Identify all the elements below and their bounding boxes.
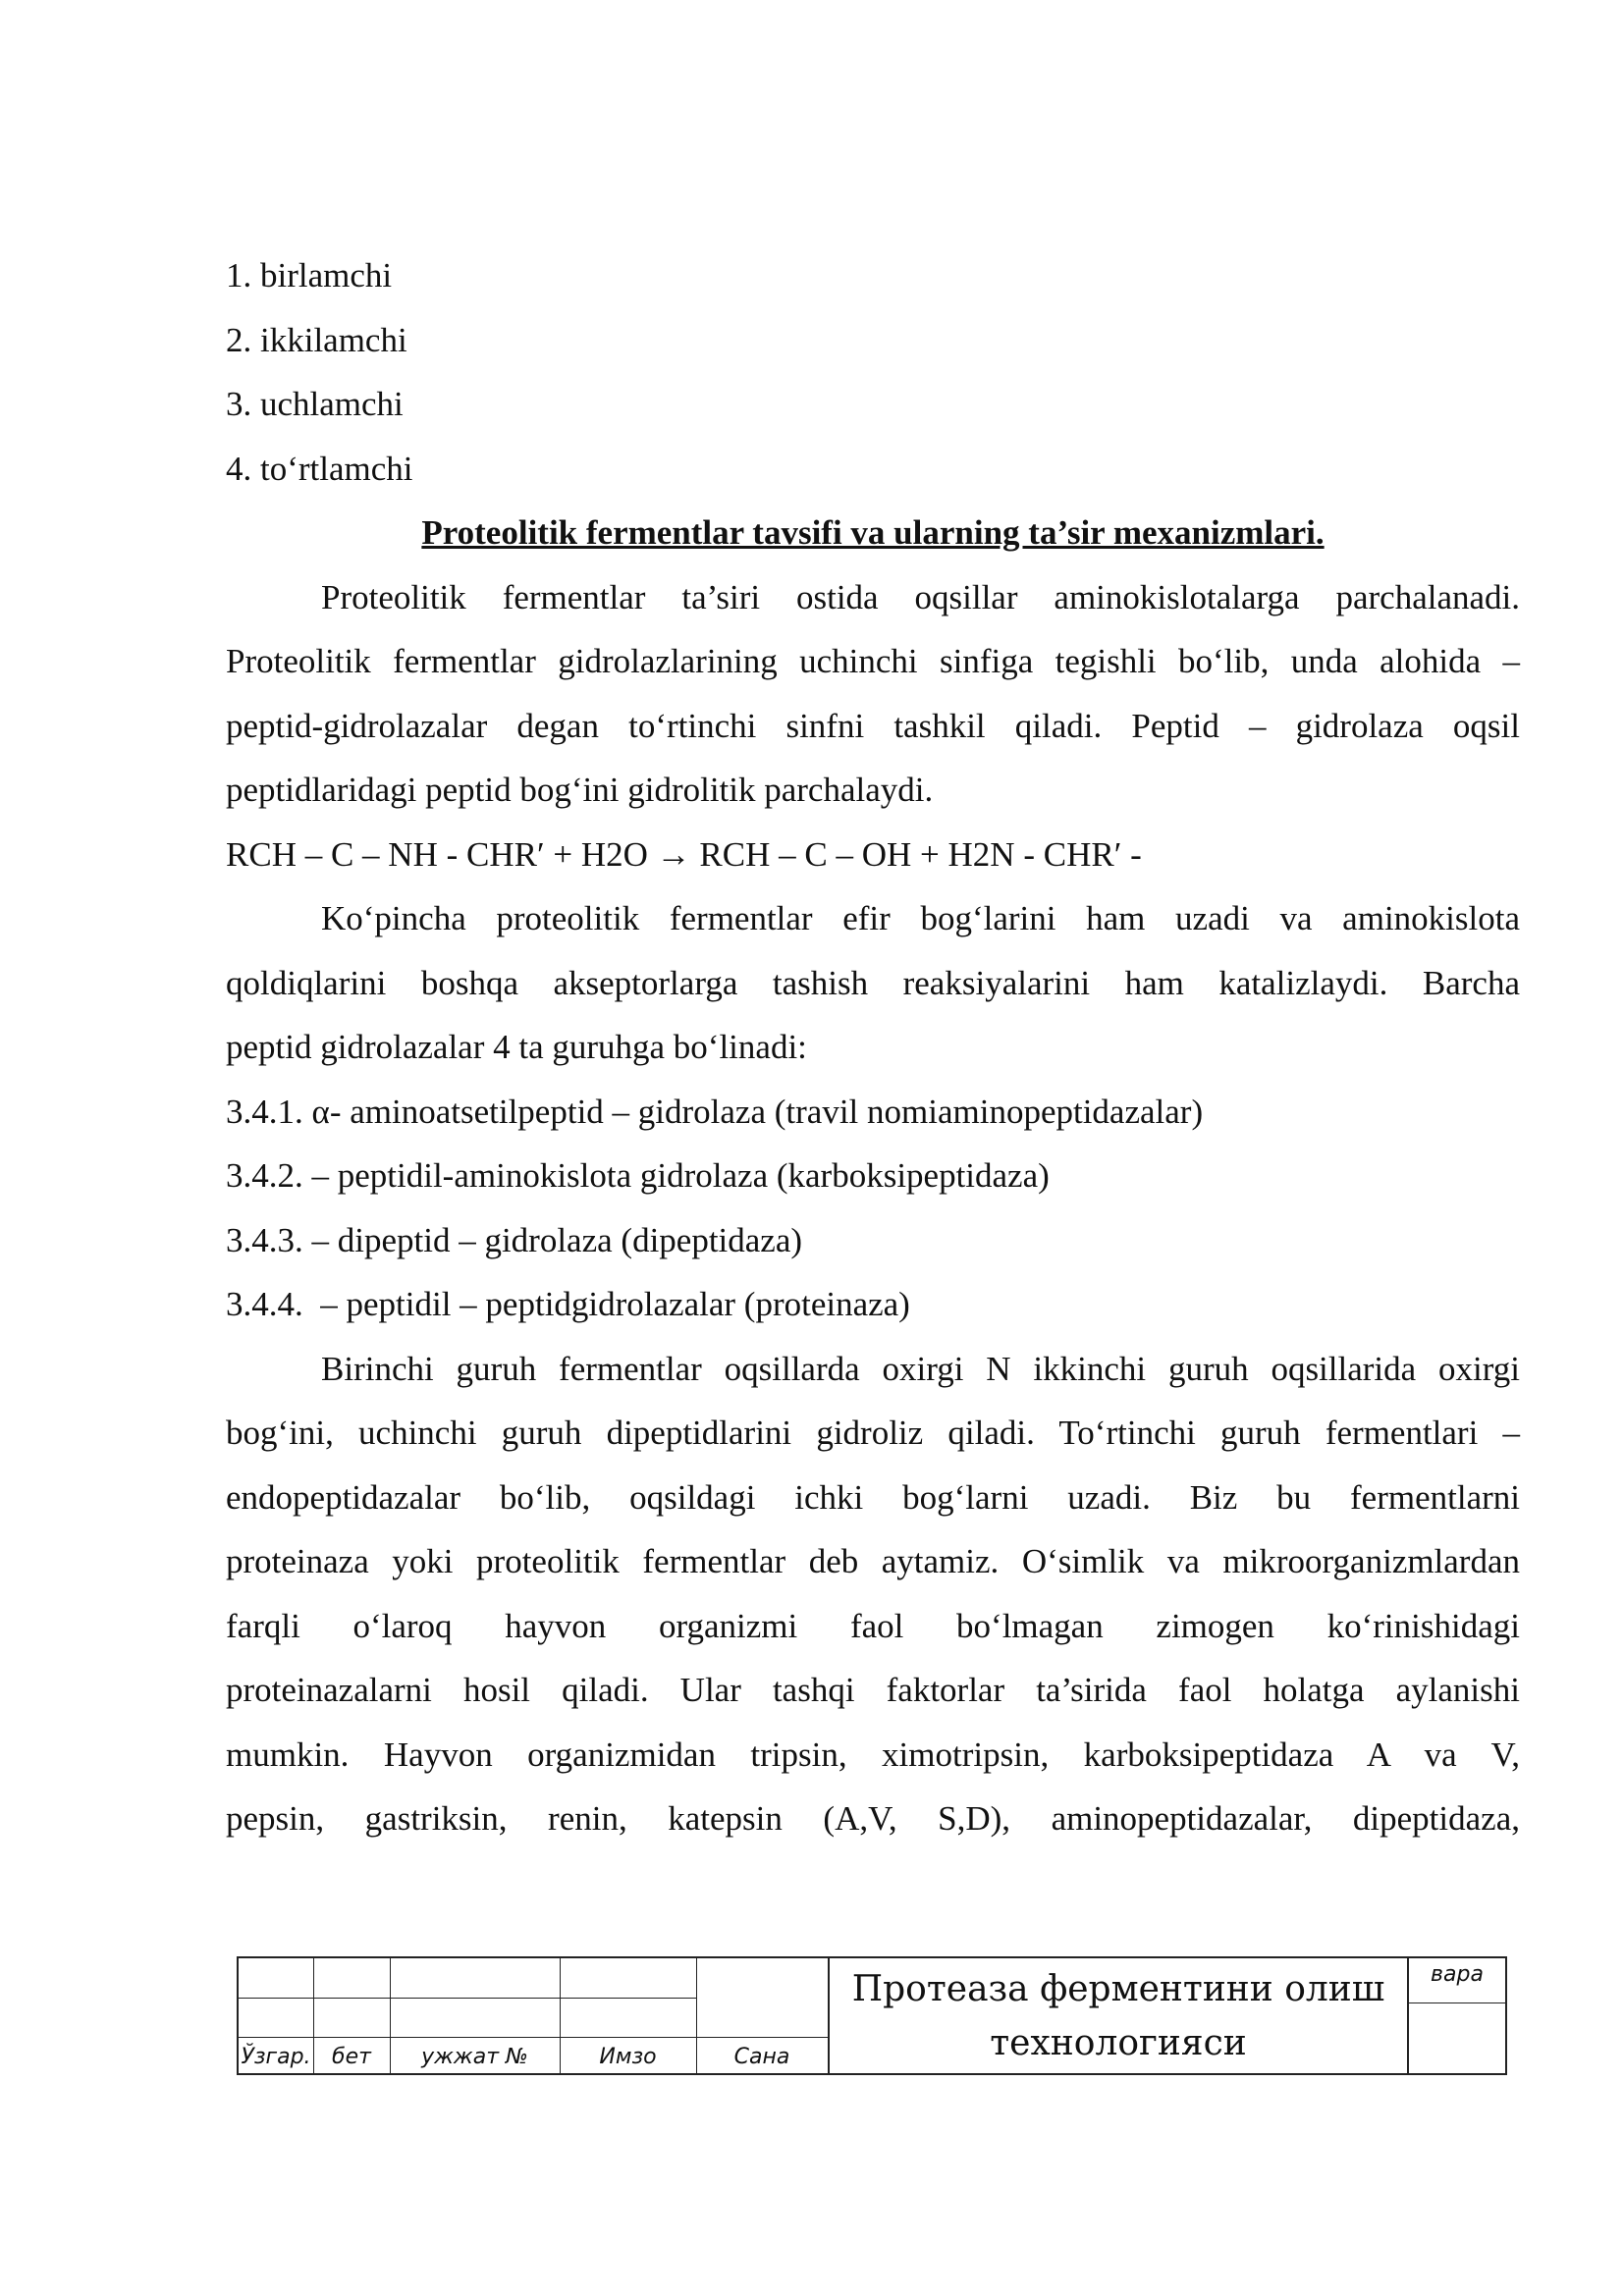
paragraph-line: Ko‘pincha proteolitik fermentlar efir bog‘larini ham uzadi va aminokislota bbox=[321, 899, 1520, 937]
revision-grid bbox=[239, 1958, 828, 2073]
title-block bbox=[237, 1956, 1507, 2075]
paragraph-line: peptidlaridagi peptid bog‘ini gidrolitik parchalaydi. bbox=[226, 771, 934, 809]
paragraph-line: proteinazalarni hosil qiladi. Ular tashqi faktorlar ta’sirida faol holatga aylanishi bbox=[226, 1671, 1520, 1709]
paragraph-line: endopeptidazalar bo‘lib, oqsildagi ichki bog‘larni uzadi. Biz bu fermentlarni bbox=[226, 1477, 1520, 1517]
col-imzo-label: Имзо bbox=[599, 2045, 657, 2069]
paragraph-line: farqli o‘laroq hayvon organizmi faol bo‘lmagan zimogen ko‘rinishidagi bbox=[226, 1606, 1520, 1645]
paragraph-line: Birinchi guruh fermentlar oqsillarda oxirgi N ikkinchi guruh oqsillarida oxirgi bbox=[321, 1349, 1520, 1388]
list-item: 3. uchlamchi bbox=[226, 385, 404, 423]
reaction-formula: RCH – C – NH - CHR′ + H2O → RCH – C – OH + H2N - CHR′ - bbox=[226, 834, 1142, 874]
sheet-label: вара bbox=[1431, 1962, 1484, 1987]
list-item: 2. ikkilamchi bbox=[226, 320, 407, 359]
paragraph-line: peptid gidrolazalar 4 ta guruhga bo‘linadi: bbox=[226, 1028, 807, 1066]
sheet-cell bbox=[1409, 1958, 1505, 2073]
list-item: 4. to‘rtlamchi bbox=[226, 449, 413, 488]
paragraph-line: pepsin, gastriksin, renin, katepsin (A,V, S,D), aminopeptidazalar, dipeptidaza, bbox=[226, 1799, 1520, 1838]
col-sana-label: Сана bbox=[733, 2045, 790, 2069]
section-heading: Proteolitik fermentlar tavsifi va ularning ta’sir mexanizmlari. bbox=[421, 513, 1325, 552]
paragraph-line: proteinaza yoki proteolitik fermentlar deb aytamiz. O‘simlik va mikroorganizmlardan bbox=[226, 1542, 1520, 1580]
paragraph-line: Proteolitik fermentlar gidrolazlarining uchinchi sinfiga tegishli bo‘lib, unda alohida – bbox=[226, 642, 1520, 680]
paragraph-line: mumkin. Hayvon organizmidan tripsin, ximotripsin, karboksipeptidaza A va V, bbox=[226, 1735, 1520, 1774]
group-item: 3.4.3. – dipeptid – gidrolaza (dipeptidaza) bbox=[226, 1220, 803, 1259]
paragraph-line: peptid-gidrolazalar degan to‘rtinchi sinfni tashkil qiladi. Peptid – gidrolaza oqsil bbox=[226, 706, 1520, 745]
group-item: 3.4.1. α- aminoatsetilpeptid – gidrolaza (travil nomiaminopeptidazalar) bbox=[226, 1092, 1204, 1131]
document-title-line: Протеаза ферментини олиш bbox=[851, 1969, 1385, 2009]
document-body bbox=[226, 243, 1520, 1851]
paragraph-line: bog‘ini, uchinchi guruh dipeptidlarini gidroliz qiladi. To‘rtinchi guruh fermentlari – bbox=[226, 1414, 1520, 1452]
document-title bbox=[828, 1958, 1409, 2073]
group-item: 3.4.4. – peptidil – peptidgidrolazalar (proteinaza) bbox=[226, 1285, 910, 1323]
group-item: 3.4.2. – peptidil-aminokislota gidrolaza (karboksipeptidaza) bbox=[226, 1156, 1050, 1195]
paragraph-line: qoldiqlarini boshqa akseptorlarga tashish reaksiyalarini ham katalizlaydi. Barcha bbox=[226, 963, 1520, 1002]
list-item: 1. birlamchi bbox=[226, 256, 393, 294]
paragraph-line: Proteolitik fermentlar ta’siri ostida oqsillar aminokislotalarga parchalanadi. bbox=[321, 577, 1520, 616]
col-izgar-label: Ўзгар. bbox=[241, 2045, 311, 2069]
col-hujjat-label: ужжат № bbox=[421, 2045, 528, 2069]
col-bet-label: бет bbox=[332, 2045, 371, 2069]
document-title-line: технологияси bbox=[990, 2023, 1247, 2063]
